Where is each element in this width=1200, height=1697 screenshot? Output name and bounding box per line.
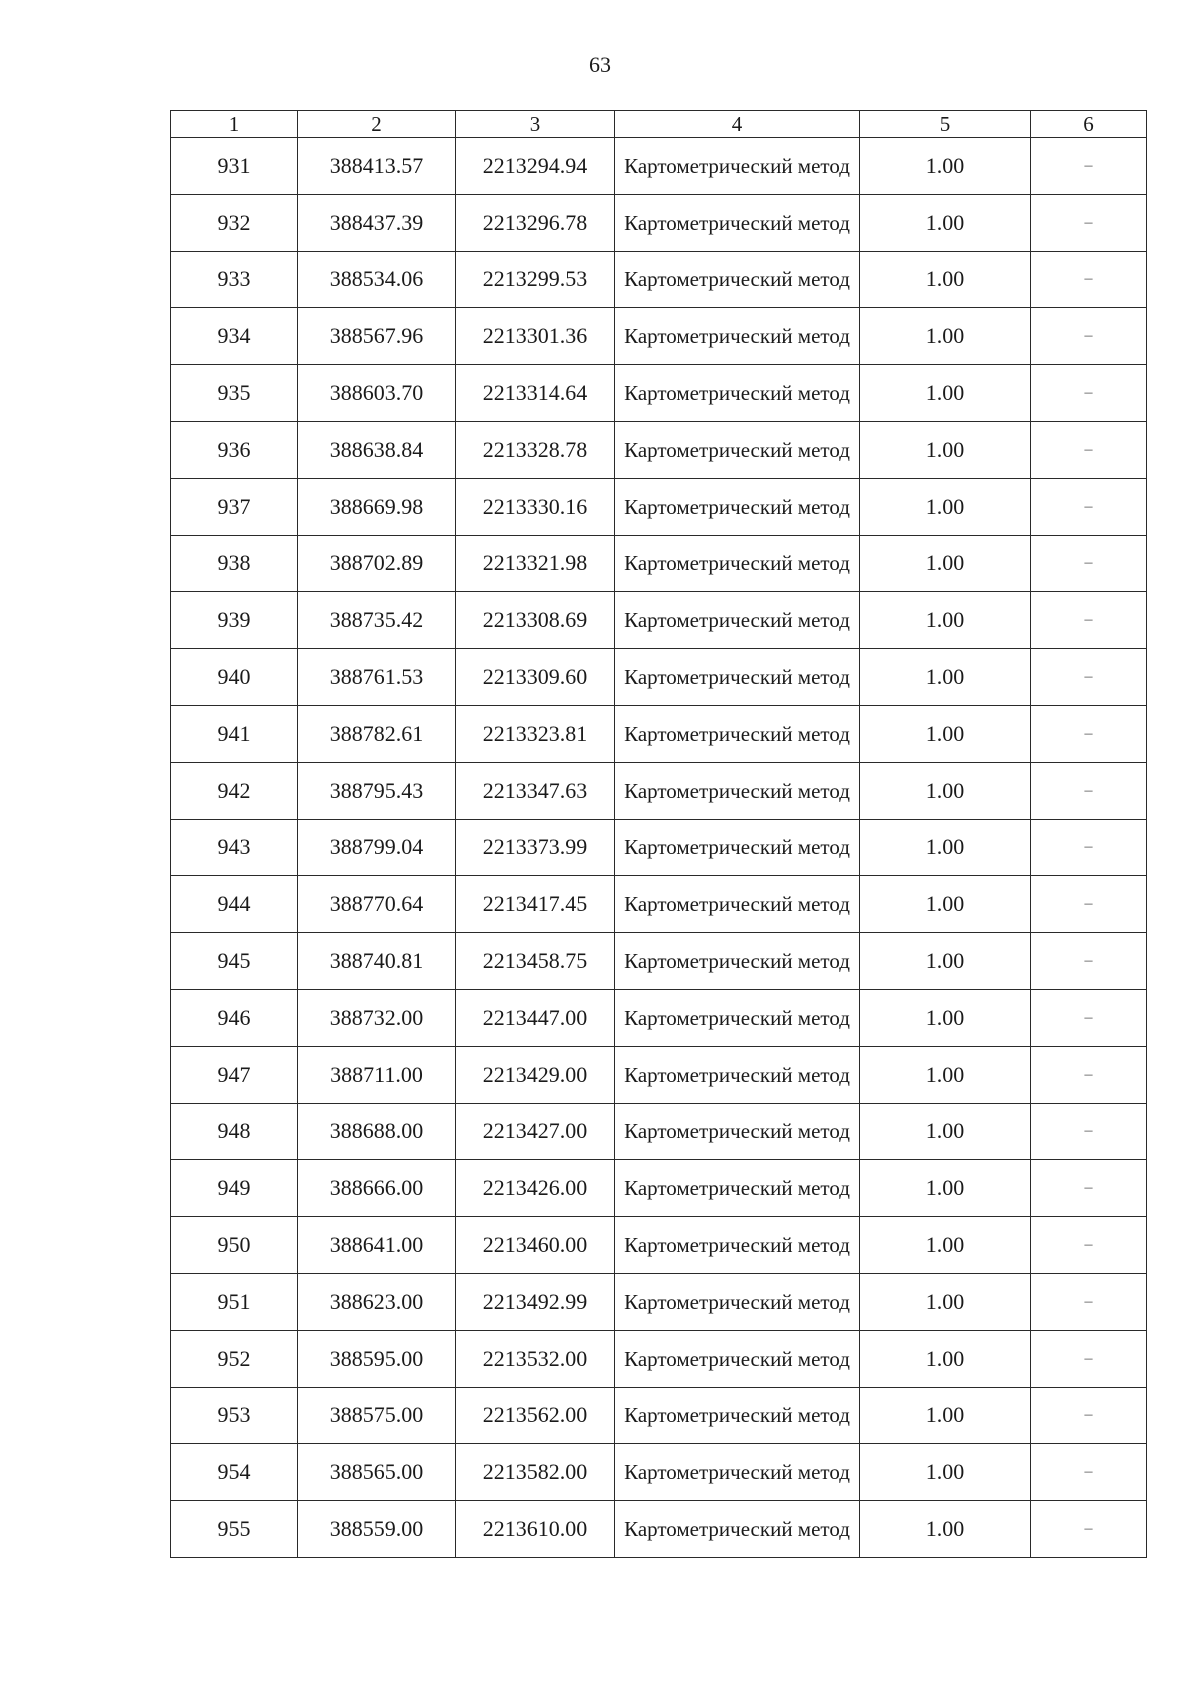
point-number-cell: 953 [171, 1387, 298, 1444]
note-cell: – [1031, 1501, 1147, 1558]
method-cell: Картометрический метод [615, 194, 860, 251]
column-header: 5 [860, 111, 1031, 138]
y-coordinate-cell: 2213301.36 [456, 308, 615, 365]
note-cell: – [1031, 1387, 1147, 1444]
accuracy-cell: 1.00 [860, 705, 1031, 762]
accuracy-cell: 1.00 [860, 762, 1031, 819]
table-row [171, 1330, 1147, 1387]
method-cell: Картометрический метод [615, 1444, 860, 1501]
table-row [171, 1103, 1147, 1160]
x-coordinate-cell: 388702.89 [298, 535, 456, 592]
note-cell: – [1031, 819, 1147, 876]
accuracy-cell: 1.00 [860, 365, 1031, 422]
method-cell: Картометрический метод [615, 251, 860, 308]
table-row [171, 138, 1147, 195]
point-number-cell: 940 [171, 649, 298, 706]
y-coordinate-cell: 2213314.64 [456, 365, 615, 422]
y-coordinate-cell: 2213347.63 [456, 762, 615, 819]
note-cell: – [1031, 535, 1147, 592]
x-coordinate-cell: 388782.61 [298, 705, 456, 762]
column-header: 3 [456, 111, 615, 138]
point-number-cell: 944 [171, 876, 298, 933]
point-number-cell: 935 [171, 365, 298, 422]
accuracy-cell: 1.00 [860, 421, 1031, 478]
x-coordinate-cell: 388711.00 [298, 1046, 456, 1103]
method-cell: Картометрический метод [615, 365, 860, 422]
x-coordinate-cell: 388565.00 [298, 1444, 456, 1501]
method-cell: Картометрический метод [615, 1103, 860, 1160]
y-coordinate-cell: 2213532.00 [456, 1330, 615, 1387]
note-cell: – [1031, 876, 1147, 933]
method-cell: Картометрический метод [615, 1160, 860, 1217]
accuracy-cell: 1.00 [860, 138, 1031, 195]
table-row [171, 592, 1147, 649]
y-coordinate-cell: 2213429.00 [456, 1046, 615, 1103]
accuracy-cell: 1.00 [860, 1046, 1031, 1103]
coordinates-table [170, 110, 1147, 1558]
method-cell: Картометрический метод [615, 649, 860, 706]
method-cell: Картометрический метод [615, 989, 860, 1046]
column-header: 2 [298, 111, 456, 138]
x-coordinate-cell: 388740.81 [298, 933, 456, 990]
method-cell: Картометрический метод [615, 535, 860, 592]
note-cell: – [1031, 1330, 1147, 1387]
accuracy-cell: 1.00 [860, 1103, 1031, 1160]
note-cell: – [1031, 1273, 1147, 1330]
table-header-row [171, 111, 1147, 138]
x-coordinate-cell: 388666.00 [298, 1160, 456, 1217]
accuracy-cell: 1.00 [860, 308, 1031, 365]
point-number-cell: 955 [171, 1501, 298, 1558]
method-cell: Картометрический метод [615, 1273, 860, 1330]
accuracy-cell: 1.00 [860, 819, 1031, 876]
table-row [171, 649, 1147, 706]
method-cell: Картометрический метод [615, 592, 860, 649]
x-coordinate-cell: 388799.04 [298, 819, 456, 876]
method-cell: Картометрический метод [615, 1330, 860, 1387]
point-number-cell: 937 [171, 478, 298, 535]
point-number-cell: 946 [171, 989, 298, 1046]
x-coordinate-cell: 388732.00 [298, 989, 456, 1046]
x-coordinate-cell: 388623.00 [298, 1273, 456, 1330]
x-coordinate-cell: 388437.39 [298, 194, 456, 251]
point-number-cell: 936 [171, 421, 298, 478]
note-cell: – [1031, 1046, 1147, 1103]
table-row [171, 365, 1147, 422]
column-header: 6 [1031, 111, 1147, 138]
y-coordinate-cell: 2213328.78 [456, 421, 615, 478]
method-cell: Картометрический метод [615, 1046, 860, 1103]
x-coordinate-cell: 388795.43 [298, 762, 456, 819]
point-number-cell: 943 [171, 819, 298, 876]
x-coordinate-cell: 388638.84 [298, 421, 456, 478]
point-number-cell: 932 [171, 194, 298, 251]
y-coordinate-cell: 2213330.16 [456, 478, 615, 535]
accuracy-cell: 1.00 [860, 1501, 1031, 1558]
method-cell: Картометрический метод [615, 1387, 860, 1444]
note-cell: – [1031, 989, 1147, 1046]
x-coordinate-cell: 388669.98 [298, 478, 456, 535]
method-cell: Картометрический метод [615, 933, 860, 990]
method-cell: Картометрический метод [615, 762, 860, 819]
y-coordinate-cell: 2213299.53 [456, 251, 615, 308]
note-cell: – [1031, 194, 1147, 251]
accuracy-cell: 1.00 [860, 535, 1031, 592]
accuracy-cell: 1.00 [860, 1273, 1031, 1330]
x-coordinate-cell: 388534.06 [298, 251, 456, 308]
point-number-cell: 951 [171, 1273, 298, 1330]
note-cell: – [1031, 649, 1147, 706]
note-cell: – [1031, 1160, 1147, 1217]
table-row [171, 1444, 1147, 1501]
method-cell: Картометрический метод [615, 478, 860, 535]
point-number-cell: 954 [171, 1444, 298, 1501]
accuracy-cell: 1.00 [860, 478, 1031, 535]
table-row [171, 1160, 1147, 1217]
table-row [171, 478, 1147, 535]
x-coordinate-cell: 388575.00 [298, 1387, 456, 1444]
y-coordinate-cell: 2213447.00 [456, 989, 615, 1046]
point-number-cell: 941 [171, 705, 298, 762]
method-cell: Картометрический метод [615, 1217, 860, 1274]
accuracy-cell: 1.00 [860, 251, 1031, 308]
method-cell: Картометрический метод [615, 138, 860, 195]
table-row [171, 421, 1147, 478]
x-coordinate-cell: 388595.00 [298, 1330, 456, 1387]
accuracy-cell: 1.00 [860, 1330, 1031, 1387]
table-row [171, 989, 1147, 1046]
accuracy-cell: 1.00 [860, 649, 1031, 706]
x-coordinate-cell: 388770.64 [298, 876, 456, 933]
point-number-cell: 950 [171, 1217, 298, 1274]
table-row [171, 535, 1147, 592]
point-number-cell: 939 [171, 592, 298, 649]
note-cell: – [1031, 592, 1147, 649]
accuracy-cell: 1.00 [860, 1444, 1031, 1501]
point-number-cell: 931 [171, 138, 298, 195]
accuracy-cell: 1.00 [860, 592, 1031, 649]
y-coordinate-cell: 2213460.00 [456, 1217, 615, 1274]
note-cell: – [1031, 365, 1147, 422]
note-cell: – [1031, 478, 1147, 535]
point-number-cell: 938 [171, 535, 298, 592]
y-coordinate-cell: 2213492.99 [456, 1273, 615, 1330]
method-cell: Картометрический метод [615, 819, 860, 876]
column-header: 1 [171, 111, 298, 138]
x-coordinate-cell: 388761.53 [298, 649, 456, 706]
point-number-cell: 948 [171, 1103, 298, 1160]
table-row [171, 1501, 1147, 1558]
table-row [171, 705, 1147, 762]
x-coordinate-cell: 388603.70 [298, 365, 456, 422]
x-coordinate-cell: 388559.00 [298, 1501, 456, 1558]
y-coordinate-cell: 2213562.00 [456, 1387, 615, 1444]
note-cell: – [1031, 308, 1147, 365]
y-coordinate-cell: 2213426.00 [456, 1160, 615, 1217]
table-row [171, 762, 1147, 819]
accuracy-cell: 1.00 [860, 1160, 1031, 1217]
table-row [171, 194, 1147, 251]
method-cell: Картометрический метод [615, 705, 860, 762]
point-number-cell: 933 [171, 251, 298, 308]
point-number-cell: 949 [171, 1160, 298, 1217]
x-coordinate-cell: 388567.96 [298, 308, 456, 365]
y-coordinate-cell: 2213294.94 [456, 138, 615, 195]
y-coordinate-cell: 2213427.00 [456, 1103, 615, 1160]
accuracy-cell: 1.00 [860, 876, 1031, 933]
accuracy-cell: 1.00 [860, 194, 1031, 251]
note-cell: – [1031, 421, 1147, 478]
note-cell: – [1031, 1103, 1147, 1160]
method-cell: Картометрический метод [615, 1501, 860, 1558]
table-row [171, 1273, 1147, 1330]
note-cell: – [1031, 762, 1147, 819]
point-number-cell: 952 [171, 1330, 298, 1387]
note-cell: – [1031, 1444, 1147, 1501]
note-cell: – [1031, 138, 1147, 195]
x-coordinate-cell: 388735.42 [298, 592, 456, 649]
y-coordinate-cell: 2213309.60 [456, 649, 615, 706]
y-coordinate-cell: 2213296.78 [456, 194, 615, 251]
table-row [171, 933, 1147, 990]
table-row [171, 876, 1147, 933]
table-row [171, 1387, 1147, 1444]
y-coordinate-cell: 2213308.69 [456, 592, 615, 649]
point-number-cell: 934 [171, 308, 298, 365]
page-number: 63 [589, 52, 611, 77]
method-cell: Картометрический метод [615, 421, 860, 478]
accuracy-cell: 1.00 [860, 1217, 1031, 1274]
note-cell: – [1031, 251, 1147, 308]
y-coordinate-cell: 2213321.98 [456, 535, 615, 592]
table-row [171, 308, 1147, 365]
point-number-cell: 947 [171, 1046, 298, 1103]
point-number-cell: 942 [171, 762, 298, 819]
table-body [171, 138, 1147, 1558]
y-coordinate-cell: 2213373.99 [456, 819, 615, 876]
table-row [171, 1217, 1147, 1274]
y-coordinate-cell: 2213610.00 [456, 1501, 615, 1558]
x-coordinate-cell: 388413.57 [298, 138, 456, 195]
table-row [171, 251, 1147, 308]
column-header: 4 [615, 111, 860, 138]
y-coordinate-cell: 2213417.45 [456, 876, 615, 933]
point-number-cell: 945 [171, 933, 298, 990]
table-row [171, 819, 1147, 876]
note-cell: – [1031, 933, 1147, 990]
accuracy-cell: 1.00 [860, 989, 1031, 1046]
x-coordinate-cell: 388688.00 [298, 1103, 456, 1160]
accuracy-cell: 1.00 [860, 1387, 1031, 1444]
note-cell: – [1031, 705, 1147, 762]
y-coordinate-cell: 2213458.75 [456, 933, 615, 990]
accuracy-cell: 1.00 [860, 933, 1031, 990]
y-coordinate-cell: 2213323.81 [456, 705, 615, 762]
table-row [171, 1046, 1147, 1103]
note-cell: – [1031, 1217, 1147, 1274]
method-cell: Картометрический метод [615, 876, 860, 933]
method-cell: Картометрический метод [615, 308, 860, 365]
y-coordinate-cell: 2213582.00 [456, 1444, 615, 1501]
x-coordinate-cell: 388641.00 [298, 1217, 456, 1274]
